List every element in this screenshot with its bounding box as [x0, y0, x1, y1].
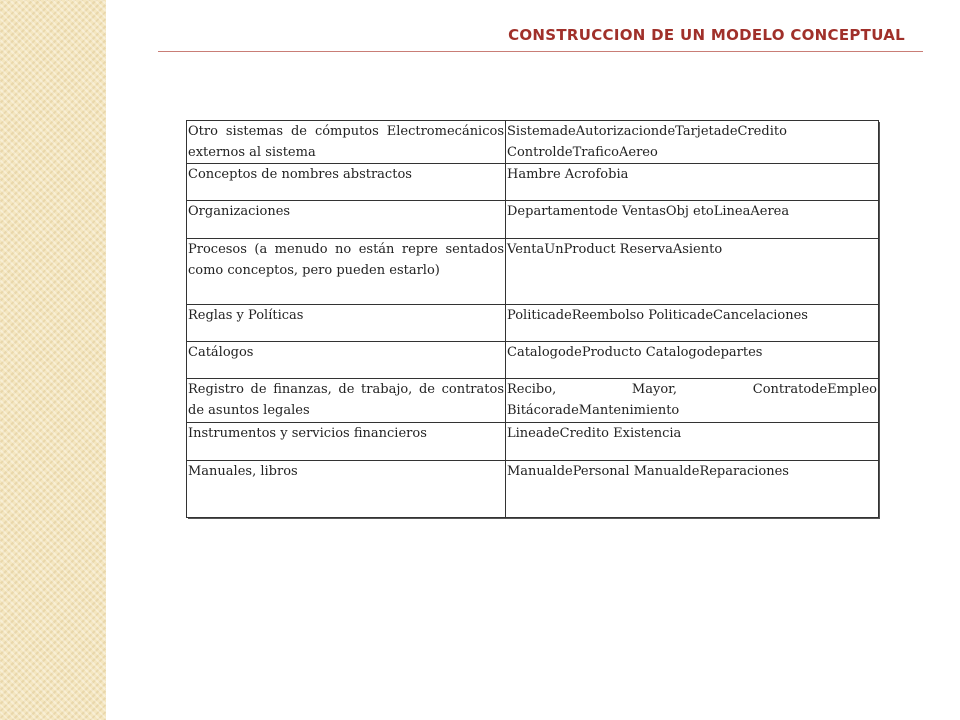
examples-cell: CatalogodeProducto Catalogodepartes [506, 342, 879, 379]
category-cell: Registro de finanzas, de trabajo, de contratos de asuntos legales [187, 379, 506, 423]
examples-cell: ManualdePersonal ManualdeReparaciones [506, 461, 879, 518]
category-cell: Instrumentos y servicios financieros [187, 423, 506, 461]
decorative-side-band [0, 0, 106, 720]
table-row [187, 305, 879, 342]
examples-cell: LineadeCredito Existencia [506, 423, 879, 461]
table-row [187, 461, 879, 518]
examples-cell: PoliticadeReembolso PoliticadeCancelaciones [506, 305, 879, 342]
table-row [187, 423, 879, 461]
category-cell: Conceptos de nombres abstractos [187, 164, 506, 201]
category-cell: Procesos (a menudo no están repre sentados como conceptos, pero pueden estarlo) [187, 239, 506, 305]
title-divider [158, 51, 923, 52]
category-cell: Reglas y Políticas [187, 305, 506, 342]
examples-cell: Hambre Acrofobia [506, 164, 879, 201]
examples-cell: VentaUnProduct ReservaAsiento [506, 239, 879, 305]
category-cell: Otro sistemas de cómputos Electromecánicos externos al sistema [187, 121, 506, 164]
table-row [187, 342, 879, 379]
table-row [187, 379, 879, 423]
table-row [187, 239, 879, 305]
category-cell: Manuales, libros [187, 461, 506, 518]
examples-cell: Departamentode VentasObj etoLineaAerea [506, 201, 879, 239]
examples-cell: Recibo, Mayor, ContratodeEmpleo BitácoradeMantenimiento [506, 379, 879, 423]
table-row [187, 201, 879, 239]
table-row [187, 164, 879, 201]
concept-categories-table [186, 120, 879, 518]
page-title: CONSTRUCCION DE UN MODELO CONCEPTUAL [508, 26, 905, 44]
category-cell: Catálogos [187, 342, 506, 379]
category-cell: Organizaciones [187, 201, 506, 239]
table-row [187, 121, 879, 164]
examples-cell: SistemadeAutorizaciondeTarjetadeCredito ControldeTraficoAereo [506, 121, 879, 164]
